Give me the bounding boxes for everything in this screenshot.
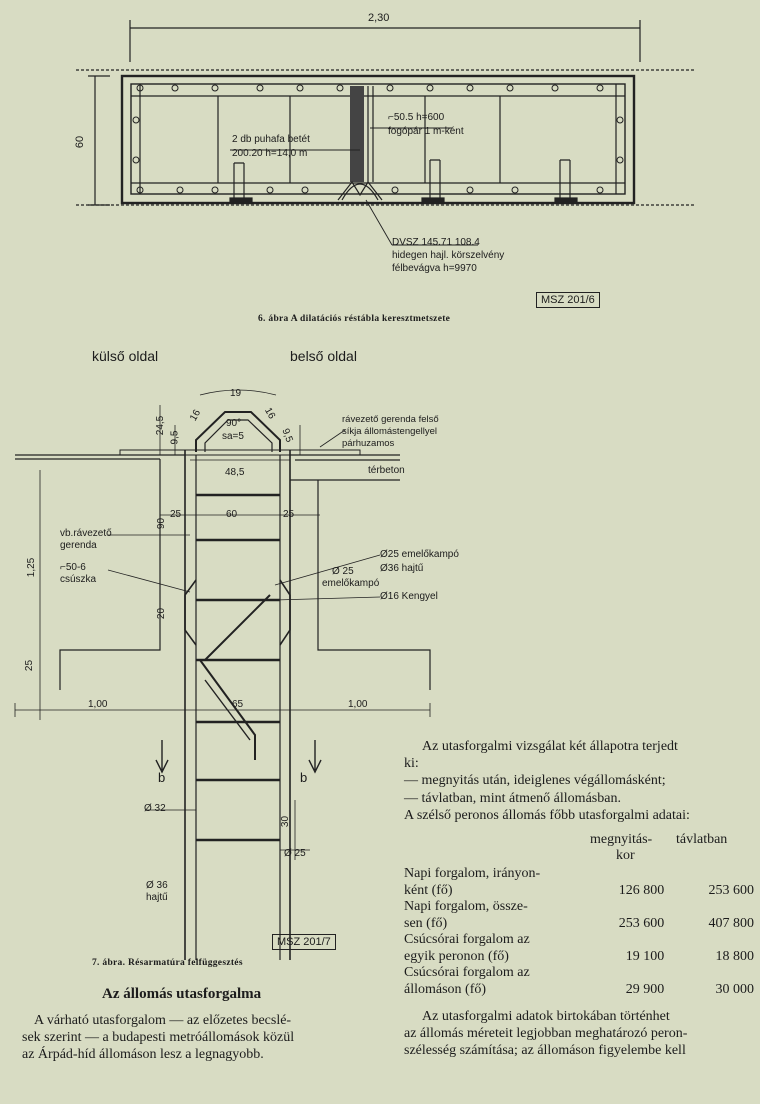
fig7-note-csuszka-2: csúszka [60, 574, 97, 585]
fig7-note-emelokampo-2b: emelőkampó [322, 578, 380, 589]
fig7-dim-19: 19 [230, 388, 242, 399]
table-row [404, 866, 754, 899]
row-label [404, 965, 603, 998]
intro-line: ki: [404, 756, 419, 772]
fig7-note-d25: Ø 25 [284, 848, 306, 859]
fig7-dim-20: 20 [156, 607, 168, 620]
fig7-dim-100b: 1,00 [348, 699, 368, 710]
traffic-data-table [404, 866, 754, 998]
fig7-dim-16b: 16 [262, 405, 278, 422]
fig7-note-top-1: rávezető gerenda felső [342, 414, 439, 425]
intro-line: — távlatban, mint átmenő állomásban. [404, 790, 621, 806]
fig7-dim-65: 65 [232, 699, 244, 710]
outro-line: Az utasforgalmi adatok birtokában történhet [422, 1009, 670, 1024]
fig7-stamp: MSZ 201/7 [272, 934, 336, 950]
fig6-height-dim: 60 [74, 135, 87, 149]
table-header-opening-1: megnyitás- [590, 832, 653, 847]
left-line: sek szerint — a budapesti metróállomások közül [22, 1030, 295, 1046]
row-label-line: állomáson (fő) [404, 981, 487, 997]
fig6-note-dvsz: DVSZ 145.71 108.4 [392, 237, 480, 248]
fig7-note-kengyel: Ø16 Kengyel [380, 591, 438, 602]
section-heading: Az állomás utasforgalma [102, 986, 262, 1002]
fig7-section-b-right: b [300, 770, 308, 785]
fig7-inner-side: belső oldal [290, 348, 357, 364]
fig6-note-korszelveny: hidegen hajl. körszelvény [392, 250, 505, 261]
table-row [404, 965, 754, 998]
fig7-note-hajtu-2b: hajtű [146, 892, 168, 903]
fig7-dim-95a: 9,5 [169, 430, 181, 445]
row-future-value: 18 800 [715, 948, 754, 964]
intro-line: A szélső peronos állomás főbb utasforgalmi adatai: [404, 807, 690, 823]
right-intro [404, 738, 754, 824]
row-label [404, 899, 603, 932]
row-label [404, 866, 603, 899]
outro-line: az állomás méreteit legjobban meghatározó peron- [404, 1026, 688, 1042]
fig7-note-csuszka-1: ⌐50-6 [60, 562, 86, 573]
fig6-note-betet: 2 db puhafa betét [232, 134, 310, 145]
intro-line: — megnyitás után, ideiglenes végállomásként; [404, 773, 666, 789]
fig6-width-dim: 2,30 [368, 12, 390, 24]
fig7-note-emelokampo-1: Ø25 emelőkampó [380, 549, 459, 560]
fig6-note-betet-size: 200.20 h=14,0 m [232, 148, 308, 159]
right-outro [404, 1008, 756, 1060]
row-label-line: Csúcsórai forgalom az [404, 932, 530, 947]
row-future-value: 407 800 [708, 915, 754, 931]
left-paragraph [22, 1012, 377, 1064]
fig7-note-gerenda-1: vb.rávezető [60, 528, 112, 539]
fig6-stamp: MSZ 201/6 [536, 292, 600, 308]
fig7-dim-25a: 25 [170, 509, 182, 520]
row-future-value: 30 000 [715, 981, 754, 997]
left-line: az Árpád-híd állomáson lesz a legnagyobb. [22, 1047, 264, 1063]
row-future-value: 253 600 [708, 882, 754, 898]
fig7-note-d32: Ø 32 [144, 803, 166, 814]
row-label-line: Napi forgalom, össze- [404, 899, 528, 914]
fig7-dim-485: 48,5 [225, 467, 245, 478]
left-line: A várható utasforgalom — az előzetes becslé- [34, 1013, 292, 1028]
fig7-dim-25c: 25 [24, 659, 36, 672]
fig7-dim-245: 24,5 [155, 415, 167, 436]
fig7-note-terbeton: térbeton [368, 465, 405, 476]
fig7-dim-95b: 9,5 [279, 427, 295, 444]
fig7-note-emelokampo-2a: Ø 25 [332, 566, 354, 577]
fig7-dim-30: 30 [280, 815, 292, 828]
row-opening-value: 19 100 [625, 948, 665, 964]
fig7-outer-side: külső oldal [92, 348, 159, 364]
row-label-line: Napi forgalom, irányon- [404, 866, 541, 881]
table-header-future: távlatban [676, 832, 728, 847]
fig6-caption: 6. ábra A dilatációs réstábla keresztmetszete [258, 314, 451, 324]
table-row [404, 899, 754, 932]
fig7-dim-60: 60 [226, 509, 238, 520]
row-opening-value: 253 600 [618, 915, 665, 931]
row-label-line: egyik peronon (fő) [404, 948, 509, 964]
fig7-dim-100a: 1,00 [88, 699, 108, 710]
fig7-note-top-3: párhuzamos [342, 438, 395, 449]
fig7-note-top-2: síkja állomástengellyel [342, 426, 438, 437]
fig7-section-b-left: b [158, 770, 166, 785]
table-row [404, 932, 754, 965]
fig7-note-hajtu-1: Ø36 hajtű [380, 563, 424, 574]
row-label-line: Csúcsórai forgalom az [404, 965, 530, 980]
intro-line: Az utasforgalmi vizsgálat két állapotra terjedt [422, 739, 678, 754]
row-label-line: sen (fő) [404, 915, 448, 931]
fig6-note-felbevagva: félbevágva h=9970 [392, 263, 477, 274]
row-label [404, 932, 603, 965]
fig7-caption: 7. ábra. Résarmatúra felfüggesztés [92, 958, 243, 968]
row-label-line: ként (fő) [404, 882, 453, 898]
table-header-opening-2: kor [616, 848, 635, 863]
fig7-note-hajtu-2a: Ø 36 [146, 880, 168, 891]
outro-line: szélesség számítása; az állomáson figyelembe kell [404, 1043, 686, 1059]
fig7-dim-90: 90 [156, 517, 168, 530]
fig7-note-gerenda-2: gerenda [60, 540, 97, 551]
fig7-dim-125: 1,25 [26, 557, 38, 578]
fig7-dim-sa: sa=5 [222, 431, 244, 442]
row-opening-value: 126 800 [618, 882, 665, 898]
row-opening-value: 29 900 [625, 981, 665, 997]
fig7-dim-16a: 16 [188, 407, 204, 424]
fig7-dim-25b: 25 [283, 509, 295, 520]
fig6-note-fogopar: fogópár 1 m-ként [388, 126, 464, 137]
fig6-note-profile: ⌐50.5 h=600 [388, 112, 445, 123]
fig7-dim-angle: 90° [226, 418, 242, 429]
